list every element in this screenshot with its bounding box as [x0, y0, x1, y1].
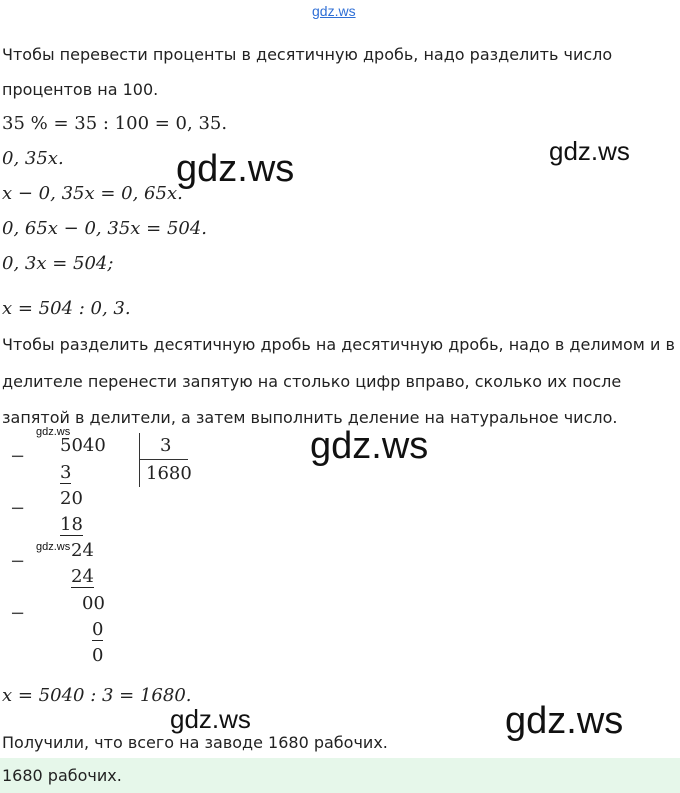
dividend: 5040 — [60, 435, 106, 456]
quotient: 1680 — [146, 463, 192, 484]
watermark: gdz.ws — [36, 541, 71, 553]
minus-sign: − — [10, 551, 26, 572]
math-line: x = 504 : 0, 3. — [2, 298, 131, 319]
watermark: gdz.ws — [310, 425, 429, 467]
text-line: Чтобы перевести проценты в десятичную дробь, надо разделить число — [2, 45, 613, 64]
math-line: 0, 65x − 0, 35x = 504. — [2, 218, 208, 239]
text-line: Чтобы разделить десятичную дробь на десятичную дробь, надо в делимом и в — [2, 335, 675, 354]
math-line: x = 5040 : 3 = 1680. — [2, 685, 192, 706]
division-step: 0 — [92, 645, 104, 666]
math-line: 35 % = 35 : 100 = 0, 35. — [2, 113, 228, 134]
division-step: 0 — [92, 619, 104, 640]
division-step: 20 — [60, 488, 83, 509]
division-step: 24 — [71, 566, 94, 587]
math-line: 0, 3x = 504; — [2, 253, 114, 274]
divisor: 3 — [160, 435, 172, 456]
watermark: gdz.ws — [176, 148, 295, 190]
division-step: 24 — [71, 540, 94, 561]
watermark: gdz.ws — [549, 136, 630, 166]
watermark: gdz.ws — [170, 704, 251, 734]
answer-box — [0, 758, 680, 793]
division-bar — [139, 433, 140, 487]
watermark: gdz.ws — [505, 700, 624, 742]
minus-sign: − — [10, 498, 26, 519]
math-line: x − 0, 35x = 0, 65x. — [2, 183, 183, 204]
minus-sign: − — [10, 603, 26, 624]
top-watermark-link[interactable]: gdz.ws — [312, 3, 356, 19]
minus-sign: − — [10, 446, 26, 467]
division-line — [140, 459, 188, 460]
answer-text: 1680 рабочих. — [2, 766, 122, 785]
text-line: Получили, что всего на заводе 1680 рабочих. — [2, 733, 388, 752]
text-line: процентов на 100. — [2, 80, 159, 99]
division-step: 3 — [60, 462, 72, 483]
division-step: 00 — [82, 593, 105, 614]
division-step: 18 — [60, 514, 83, 535]
text-line: делителе перенести запятую на столько цифр вправо, сколько их после — [2, 372, 622, 391]
text-line: запятой в делители, а затем выполнить деление на натуральное число. — [2, 408, 618, 427]
math-line: 0, 35x. — [2, 148, 64, 169]
watermark: gdz.ws — [36, 426, 71, 438]
